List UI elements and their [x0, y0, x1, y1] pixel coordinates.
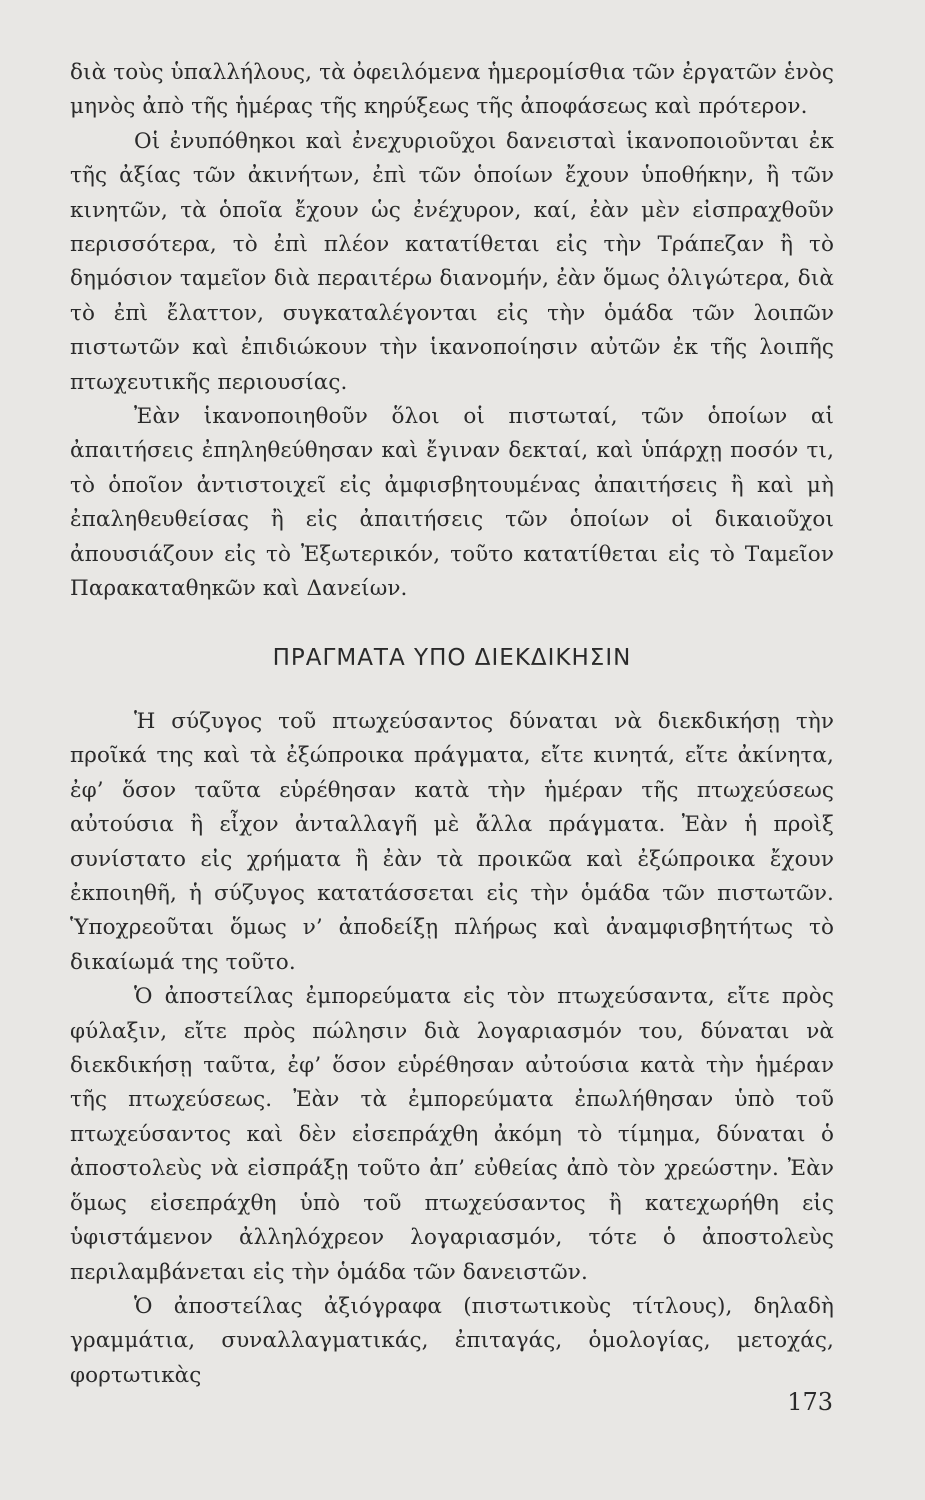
paragraph-remaining-amount: Ἐὰν ἱκανοποιηθοῦν ὅλοι οἱ πιστωταί, τῶν ὁποίων αἱ ἀπαιτήσεις ἐπηληθεύθησαν καὶ ἔγιναν δεκταί, καὶ ὑπάρχῃ ποσόν τι, τὸ ὁποῖον ἀντιστοιχεῖ εἰς ἀμφισβητουμένας ἀπαιτήσεις ἢ καὶ μὴ ἐπαληθευθείσας ἢ εἰς ἀπαιτήσεις τῶν ὁποίων οἱ δικαιοῦχοι ἀπουσιάζουν εἰς τὸ Ἐξωτερικόν, τοῦτο κατατίθεται εἰς τὸ Ταμεῖον Παρακαταθηκῶν καὶ Δανείων.: [70, 404, 834, 602]
paragraph-spouse-claim: Ἡ σύζυγος τοῦ πτωχεύσαντος δύναται νὰ διεκδικήσῃ τὴν προῖκά της καὶ τὰ ἐξώπροικα πράγματα, εἴτε κινητά, εἴτε ἀκίνητα, ἐφ’ ὅσον ταῦτα εὑρέθησαν κατὰ τὴν ἡμέραν τῆς πτωχεύσεως αὐτούσια ἢ εἶχον ἀνταλλαγῆ μὲ ἄλλα πράγματα. Ἐὰν ἡ προὶξ συνίστατο εἰς χρήματα ἢ ἐὰν τὰ προικῶα καὶ ἐξώπροικα ἔχουν ἐκποιηθῆ, ἡ σύζυγος κατατάσσεται εἰς τὴν ὁμάδα τῶν πιστωτῶν. Ὑποχρεοῦται ὅμως ν’ ἀποδείξῃ πλήρως καὶ ἀναμφισβητήτως τὸ δικαίωμά της τοῦτο.: [70, 709, 834, 975]
page-number: 173: [787, 1388, 833, 1416]
text-block-bottom: [70, 705, 834, 1393]
text-block-top: [70, 56, 834, 607]
paragraph-securities-claim: Ὁ ἀποστείλας ἀξιόγραφα (πιστωτικοὺς τίτλους), δηλαδὴ γραμμάτια, συναλλαγματικάς, ἐπιταγάς, ὁμολογίας, μετοχάς, φορτωτικὰς: [70, 1293, 834, 1388]
section-heading: ΠΡΑΓΜΑΤΑ ΥΠΟ ΔΙΕΚΔΙΚΗΣΙΝ: [272, 645, 632, 671]
paragraph-consignor-claim: Ὁ ἀποστείλας ἐμπορεύματα εἰς τὸν πτωχεύσαντα, εἴτε πρὸς φύλαξιν, εἴτε πρὸς πώλησιν διὰ λογαριασμόν του, δύναται νὰ διεκδικήσῃ ταῦτα, ἐφ’ ὅσον εὑρέθησαν αὐτούσια κατὰ τὴν ἡμέραν τῆς πτωχεύσεως. Ἐὰν τὰ ἐμπορεύματα ἐπωλήθησαν ὑπὸ τοῦ πτωχεύσαντος καὶ δὲν εἰσεπράχθη ἀκόμη τὸ τίμημα, δύναται ὁ ἀποστολεὺς νὰ εἰσπράξῃ τοῦτο ἀπ’ εὐθείας ἀπὸ τὸν χρεώστην. Ἐὰν ὅμως εἰσεπράχθη ὑπὸ τοῦ πτωχεύσαντος ἢ κατεχωρήθη εἰς ὑφιστάμενον ἀλληλόχρεον λογαριασμόν, τότε ὁ ἀποστολεὺς περιλαμβάνεται εἰς τὴν ὁμάδα τῶν δανειστῶν.: [70, 984, 834, 1285]
paragraph-continuation: διὰ τοὺς ὑπαλλήλους, τὰ ὀφειλόμενα ἡμερομίσθια τῶν ἐργατῶν ἑνὸς μηνὸς ἀπὸ τῆς ἡμέρας τῆς κηρύξεως τῆς ἀποφάσεως καὶ πρότερον.: [70, 60, 834, 120]
paragraph-secured-creditors: Οἱ ἐνυπόθηκοι καὶ ἐνεχυριοῦχοι δανεισταὶ ἱκανοποιοῦνται ἐκ τῆς ἀξίας τῶν ἀκινήτων, ἐπὶ τῶν ὁποίων ἔχουν ὑποθήκην, ἢ τῶν κινητῶν, τὰ ὁποῖα ἔχουν ὡς ἐνέχυρον, καί, ἐὰν μὲν εἰσπραχθοῦν περισσότερα, τὸ ἐπὶ πλέον κατατίθεται εἰς τὴν Τράπεζαν ἢ τὸ δημόσιον ταμεῖον διὰ περαιτέρω διανομήν, ἐὰν ὅμως ὀλιγώτερα, διὰ τὸ ἐπὶ ἔλαττον, συγκαταλέγονται εἰς τὴν ὁμάδα τῶν λοιπῶν πιστωτῶν καὶ ἐπιδιώκουν τὴν ἱκανοποίησιν αὐτῶν ἐκ τῆς λοιπῆς πτωχευτικῆς περιουσίας.: [70, 128, 834, 395]
